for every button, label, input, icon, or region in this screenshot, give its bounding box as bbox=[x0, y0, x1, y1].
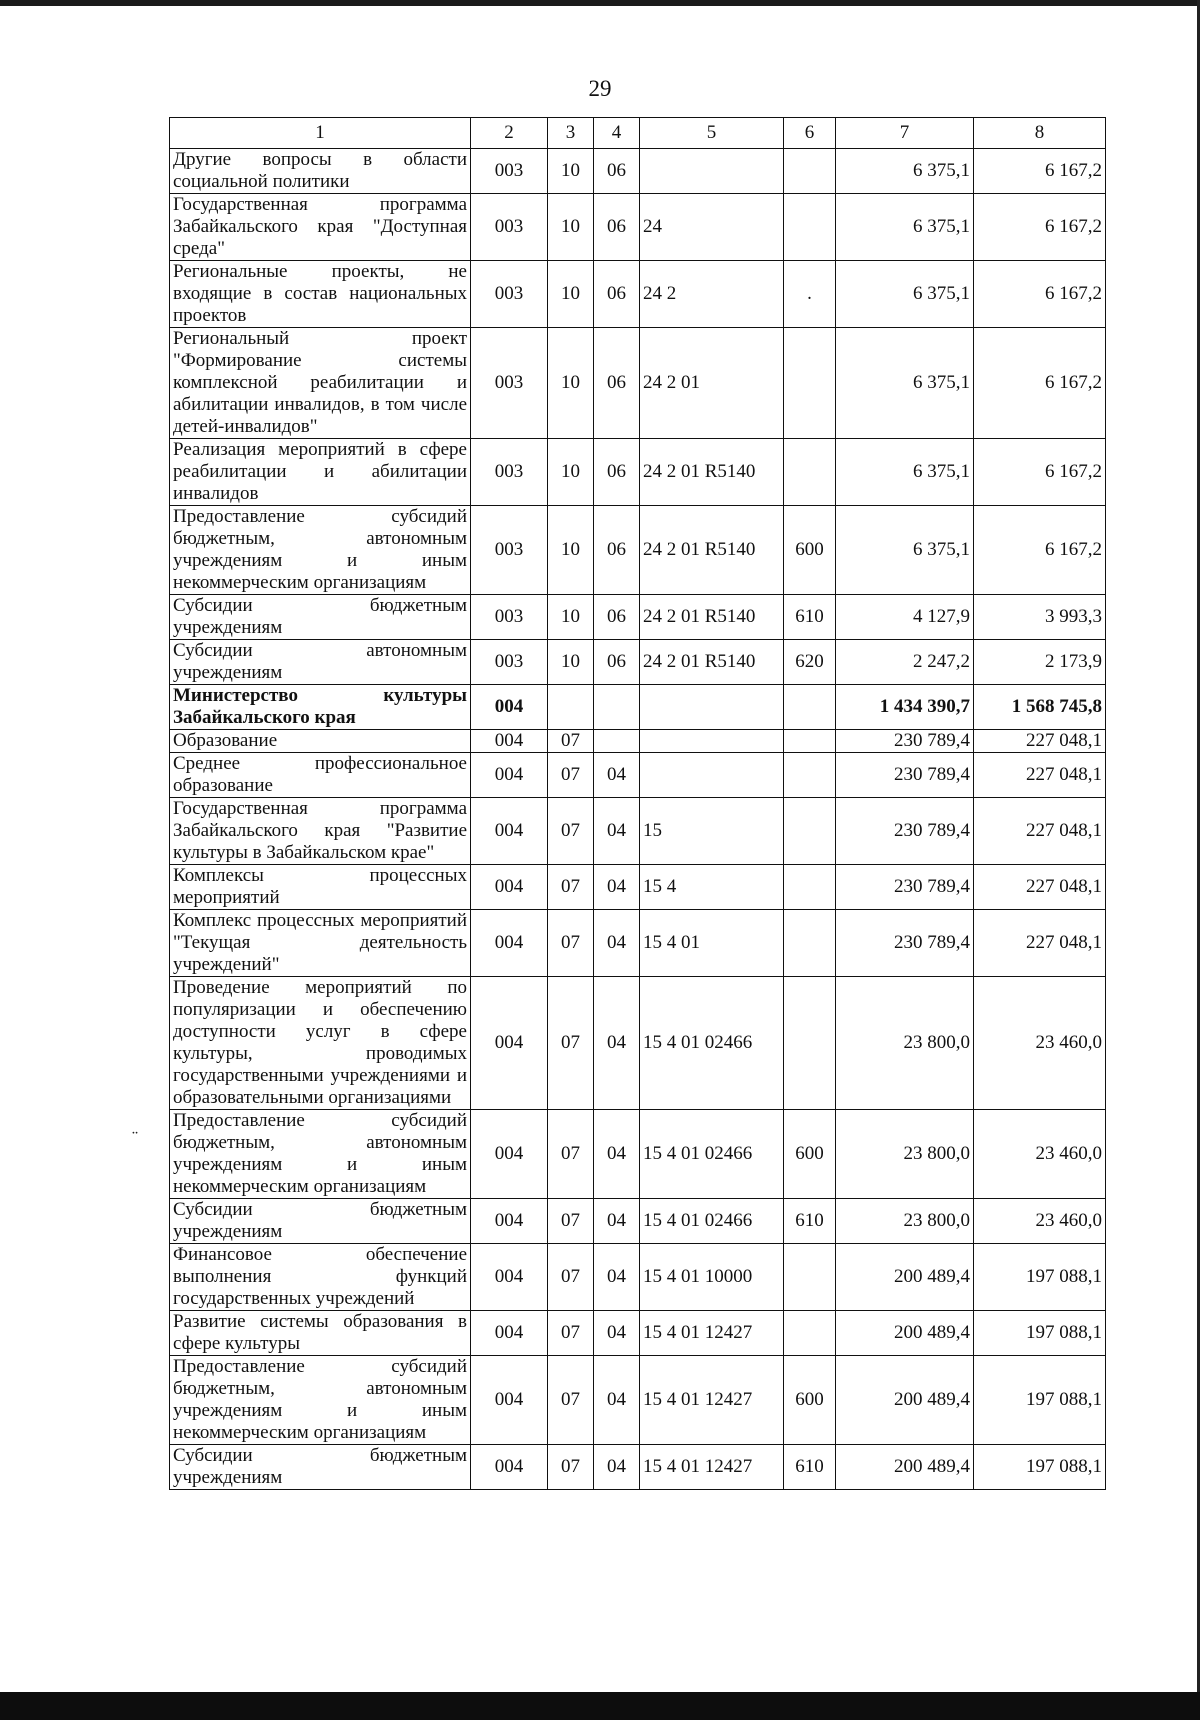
row-name-cell: Предоставление субсидий бюджетным, автономным учреждениям и иным некоммерческим организациям bbox=[170, 1110, 471, 1199]
row-code-6-cell: 610 bbox=[784, 595, 836, 640]
row-code-6-cell: 600 bbox=[784, 1110, 836, 1199]
row-code-3-cell: 10 bbox=[548, 506, 594, 595]
row-name-cell: Региональные проекты, не входящие в состав национальных проектов bbox=[170, 261, 471, 328]
row-name-cell: Предоставление субсидий бюджетным, автономным учреждениям и иным некоммерческим организациям bbox=[170, 506, 471, 595]
row-code-3-cell: 07 bbox=[548, 1110, 594, 1199]
row-amount-7-cell: 23 800,0 bbox=[836, 1199, 974, 1244]
row-code-2-cell: 004 bbox=[471, 1110, 548, 1199]
row-code-5-cell bbox=[640, 685, 784, 730]
row-amount-7-cell: 6 375,1 bbox=[836, 194, 974, 261]
row-code-6-cell bbox=[784, 798, 836, 865]
row-code-3-cell: 10 bbox=[548, 439, 594, 506]
row-amount-8-cell: 6 167,2 bbox=[974, 439, 1106, 506]
row-code-3-cell: 07 bbox=[548, 753, 594, 798]
table-row bbox=[170, 1244, 1106, 1311]
row-name-cell: Министерство культуры Забайкальского края bbox=[170, 685, 471, 730]
table-row bbox=[170, 865, 1106, 910]
row-code-6-cell bbox=[784, 685, 836, 730]
row-code-6-cell: 600 bbox=[784, 1356, 836, 1445]
row-code-3-cell: 07 bbox=[548, 865, 594, 910]
row-amount-8-cell: 23 460,0 bbox=[974, 977, 1106, 1110]
table-row bbox=[170, 595, 1106, 640]
row-code-5-cell: 24 2 01 R5140 bbox=[640, 506, 784, 595]
row-code-2-cell: 004 bbox=[471, 1244, 548, 1311]
row-amount-7-cell: 200 489,4 bbox=[836, 1445, 974, 1490]
row-code-4-cell: 04 bbox=[594, 1311, 640, 1356]
table-row bbox=[170, 1110, 1106, 1199]
row-amount-7-cell: 2 247,2 bbox=[836, 640, 974, 685]
row-code-3-cell: 10 bbox=[548, 640, 594, 685]
row-name-cell: Государственная программа Забайкальского края "Развитие культуры в Забайкальском крае" bbox=[170, 798, 471, 865]
row-code-3-cell: 07 bbox=[548, 1311, 594, 1356]
row-code-4-cell: 04 bbox=[594, 1199, 640, 1244]
row-code-4-cell: 06 bbox=[594, 595, 640, 640]
row-code-3-cell: 07 bbox=[548, 730, 594, 753]
row-amount-8-cell: 2 173,9 bbox=[974, 640, 1106, 685]
row-code-3-cell: 07 bbox=[548, 1244, 594, 1311]
row-code-4-cell: 04 bbox=[594, 865, 640, 910]
row-code-3-cell: 07 bbox=[548, 910, 594, 977]
row-amount-8-cell: 6 167,2 bbox=[974, 328, 1106, 439]
row-code-6-cell: 600 bbox=[784, 506, 836, 595]
row-code-2-cell: 003 bbox=[471, 439, 548, 506]
row-amount-7-cell: 200 489,4 bbox=[836, 1356, 974, 1445]
row-amount-8-cell: 6 167,2 bbox=[974, 194, 1106, 261]
row-name-cell: Субсидии бюджетным учреждениям bbox=[170, 1445, 471, 1490]
row-name-cell: Финансовое обеспечение выполнения функций государственных учреждений bbox=[170, 1244, 471, 1311]
row-code-6-cell bbox=[784, 910, 836, 977]
row-name-cell: Образование bbox=[170, 730, 471, 753]
row-code-5-cell: 24 2 01 R5140 bbox=[640, 439, 784, 506]
budget-table bbox=[169, 117, 1106, 1490]
row-code-3-cell: 07 bbox=[548, 1356, 594, 1445]
table-row bbox=[170, 439, 1106, 506]
row-amount-8-cell: 6 167,2 bbox=[974, 149, 1106, 194]
row-code-2-cell: 004 bbox=[471, 798, 548, 865]
row-amount-7-cell: 230 789,4 bbox=[836, 798, 974, 865]
row-code-5-cell: 24 2 01 R5140 bbox=[640, 595, 784, 640]
table-row bbox=[170, 506, 1106, 595]
row-amount-8-cell: 227 048,1 bbox=[974, 865, 1106, 910]
row-code-6-cell bbox=[784, 1311, 836, 1356]
row-code-5-cell: 15 bbox=[640, 798, 784, 865]
row-amount-8-cell: 3 993,3 bbox=[974, 595, 1106, 640]
row-amount-7-cell: 23 800,0 bbox=[836, 1110, 974, 1199]
table-row bbox=[170, 149, 1106, 194]
row-name-cell: Реализация мероприятий в сфере реабилитации и абилитации инвалидов bbox=[170, 439, 471, 506]
page-number: 29 bbox=[588, 76, 612, 101]
row-code-4-cell: 06 bbox=[594, 506, 640, 595]
row-code-6-cell bbox=[784, 149, 836, 194]
row-name-cell: Комплексы процессных мероприятий bbox=[170, 865, 471, 910]
row-code-4-cell: 04 bbox=[594, 977, 640, 1110]
row-code-2-cell: 004 bbox=[471, 753, 548, 798]
table-row bbox=[170, 977, 1106, 1110]
row-code-4-cell: 06 bbox=[594, 439, 640, 506]
table-row bbox=[170, 328, 1106, 439]
row-code-3-cell: 10 bbox=[548, 149, 594, 194]
row-code-2-cell: 004 bbox=[471, 730, 548, 753]
row-name-cell: Комплекс процессных мероприятий "Текущая деятельность учреждений" bbox=[170, 910, 471, 977]
row-code-5-cell: 15 4 01 12427 bbox=[640, 1311, 784, 1356]
row-code-6-cell bbox=[784, 865, 836, 910]
column-header-6: 6 bbox=[784, 118, 836, 149]
row-code-2-cell: 004 bbox=[471, 910, 548, 977]
table-body bbox=[170, 149, 1106, 1490]
row-code-5-cell: 15 4 01 02466 bbox=[640, 977, 784, 1110]
row-amount-7-cell: 6 375,1 bbox=[836, 439, 974, 506]
table-row bbox=[170, 798, 1106, 865]
scan-edge-top bbox=[0, 0, 1200, 6]
table-row bbox=[170, 685, 1106, 730]
row-amount-7-cell: 4 127,9 bbox=[836, 595, 974, 640]
row-code-3-cell: 10 bbox=[548, 194, 594, 261]
row-code-6-cell bbox=[784, 194, 836, 261]
row-code-2-cell: 004 bbox=[471, 1356, 548, 1445]
row-name-cell: Предоставление субсидий бюджетным, автономным учреждениям и иным некоммерческим организациям bbox=[170, 1356, 471, 1445]
row-code-2-cell: 004 bbox=[471, 865, 548, 910]
row-name-cell: Субсидии бюджетным учреждениям bbox=[170, 595, 471, 640]
row-amount-7-cell: 230 789,4 bbox=[836, 753, 974, 798]
row-code-4-cell: 06 bbox=[594, 261, 640, 328]
row-code-6-cell: 610 bbox=[784, 1199, 836, 1244]
row-amount-7-cell: 6 375,1 bbox=[836, 261, 974, 328]
table-row bbox=[170, 194, 1106, 261]
row-code-5-cell: 15 4 01 12427 bbox=[640, 1445, 784, 1490]
row-code-4-cell: 06 bbox=[594, 149, 640, 194]
row-amount-8-cell: 197 088,1 bbox=[974, 1445, 1106, 1490]
column-header-5: 5 bbox=[640, 118, 784, 149]
row-code-6-cell: . bbox=[784, 261, 836, 328]
row-name-cell: Развитие системы образования в сфере культуры bbox=[170, 1311, 471, 1356]
row-code-4-cell bbox=[594, 730, 640, 753]
row-amount-8-cell: 227 048,1 bbox=[974, 910, 1106, 977]
row-code-6-cell bbox=[784, 439, 836, 506]
row-code-4-cell bbox=[594, 685, 640, 730]
row-amount-7-cell: 230 789,4 bbox=[836, 910, 974, 977]
row-code-6-cell: 610 bbox=[784, 1445, 836, 1490]
column-header-2: 2 bbox=[471, 118, 548, 149]
row-code-2-cell: 004 bbox=[471, 685, 548, 730]
row-amount-8-cell: 6 167,2 bbox=[974, 506, 1106, 595]
row-name-cell: Региональный проект "Формирование системы комплексной реабилитации и абилитации инвалидов, в том числе детей-инвалидов" bbox=[170, 328, 471, 439]
column-header-1: 1 bbox=[170, 118, 471, 149]
row-amount-8-cell: 197 088,1 bbox=[974, 1311, 1106, 1356]
row-code-5-cell: 15 4 01 12427 bbox=[640, 1356, 784, 1445]
row-code-2-cell: 003 bbox=[471, 640, 548, 685]
row-code-4-cell: 04 bbox=[594, 1445, 640, 1490]
row-name-cell: Проведение мероприятий по популяризации и обеспечению доступности услуг в сфере культуры, проводимых государственными учреждениями и образовательными организациями bbox=[170, 977, 471, 1110]
row-code-2-cell: 003 bbox=[471, 595, 548, 640]
row-amount-7-cell: 1 434 390,7 bbox=[836, 685, 974, 730]
row-name-cell: Субсидии бюджетным учреждениям bbox=[170, 1199, 471, 1244]
table-row bbox=[170, 1199, 1106, 1244]
row-code-6-cell bbox=[784, 328, 836, 439]
row-code-5-cell: 15 4 01 bbox=[640, 910, 784, 977]
row-name-cell: Субсидии автономным учреждениям bbox=[170, 640, 471, 685]
row-code-3-cell: 07 bbox=[548, 977, 594, 1110]
row-amount-8-cell: 23 460,0 bbox=[974, 1199, 1106, 1244]
column-header-7: 7 bbox=[836, 118, 974, 149]
table-row bbox=[170, 261, 1106, 328]
row-amount-7-cell: 23 800,0 bbox=[836, 977, 974, 1110]
row-code-3-cell: 07 bbox=[548, 798, 594, 865]
table-row bbox=[170, 1356, 1106, 1445]
row-code-2-cell: 004 bbox=[471, 1311, 548, 1356]
row-code-4-cell: 04 bbox=[594, 1244, 640, 1311]
row-code-5-cell: 15 4 bbox=[640, 865, 784, 910]
column-header-3: 3 bbox=[548, 118, 594, 149]
row-code-3-cell: 07 bbox=[548, 1199, 594, 1244]
table-row bbox=[170, 1311, 1106, 1356]
row-amount-8-cell: 23 460,0 bbox=[974, 1110, 1106, 1199]
column-header-8: 8 bbox=[974, 118, 1106, 149]
row-code-5-cell: 24 2 01 bbox=[640, 328, 784, 439]
row-code-6-cell bbox=[784, 730, 836, 753]
row-amount-7-cell: 6 375,1 bbox=[836, 328, 974, 439]
row-amount-8-cell: 197 088,1 bbox=[974, 1244, 1106, 1311]
row-code-3-cell: 10 bbox=[548, 328, 594, 439]
row-code-2-cell: 003 bbox=[471, 261, 548, 328]
scan-edge-bottom bbox=[0, 1692, 1200, 1720]
row-code-5-cell bbox=[640, 753, 784, 798]
row-code-2-cell: 004 bbox=[471, 1199, 548, 1244]
table-row bbox=[170, 1445, 1106, 1490]
row-code-5-cell: 15 4 01 10000 bbox=[640, 1244, 784, 1311]
row-amount-7-cell: 230 789,4 bbox=[836, 730, 974, 753]
row-code-5-cell: 15 4 01 02466 bbox=[640, 1199, 784, 1244]
row-name-cell: Другие вопросы в области социальной политики bbox=[170, 149, 471, 194]
row-amount-8-cell: 6 167,2 bbox=[974, 261, 1106, 328]
row-code-3-cell: 10 bbox=[548, 261, 594, 328]
row-code-3-cell bbox=[548, 685, 594, 730]
column-header-4: 4 bbox=[594, 118, 640, 149]
row-code-5-cell: 24 2 01 R5140 bbox=[640, 640, 784, 685]
row-amount-7-cell: 200 489,4 bbox=[836, 1244, 974, 1311]
row-code-5-cell bbox=[640, 149, 784, 194]
row-name-cell: Среднее профессиональное образование bbox=[170, 753, 471, 798]
row-amount-8-cell: 227 048,1 bbox=[974, 798, 1106, 865]
table-row bbox=[170, 910, 1106, 977]
table-row bbox=[170, 730, 1106, 753]
row-code-5-cell: 24 bbox=[640, 194, 784, 261]
row-amount-7-cell: 6 375,1 bbox=[836, 149, 974, 194]
row-code-6-cell bbox=[784, 1244, 836, 1311]
row-code-3-cell: 07 bbox=[548, 1445, 594, 1490]
row-code-5-cell: 24 2 bbox=[640, 261, 784, 328]
row-code-2-cell: 003 bbox=[471, 149, 548, 194]
row-code-2-cell: 003 bbox=[471, 506, 548, 595]
row-amount-8-cell: 197 088,1 bbox=[974, 1356, 1106, 1445]
row-code-2-cell: 004 bbox=[471, 977, 548, 1110]
row-code-6-cell bbox=[784, 977, 836, 1110]
row-name-cell: Государственная программа Забайкальского края "Доступная среда" bbox=[170, 194, 471, 261]
table-row bbox=[170, 640, 1106, 685]
row-code-4-cell: 06 bbox=[594, 328, 640, 439]
row-code-4-cell: 04 bbox=[594, 753, 640, 798]
row-code-2-cell: 003 bbox=[471, 194, 548, 261]
row-amount-7-cell: 230 789,4 bbox=[836, 865, 974, 910]
row-code-2-cell: 003 bbox=[471, 328, 548, 439]
scan-speck: ¨ bbox=[132, 1127, 138, 1147]
row-code-4-cell: 04 bbox=[594, 910, 640, 977]
row-code-6-cell: 620 bbox=[784, 640, 836, 685]
row-amount-8-cell: 227 048,1 bbox=[974, 730, 1106, 753]
row-amount-8-cell: 227 048,1 bbox=[974, 753, 1106, 798]
row-amount-8-cell: 1 568 745,8 bbox=[974, 685, 1106, 730]
row-code-4-cell: 04 bbox=[594, 798, 640, 865]
row-code-5-cell: 15 4 01 02466 bbox=[640, 1110, 784, 1199]
table-row bbox=[170, 753, 1106, 798]
row-code-3-cell: 10 bbox=[548, 595, 594, 640]
row-code-4-cell: 06 bbox=[594, 640, 640, 685]
row-code-4-cell: 06 bbox=[594, 194, 640, 261]
row-code-4-cell: 04 bbox=[594, 1356, 640, 1445]
table-header-row bbox=[170, 118, 1106, 149]
row-amount-7-cell: 200 489,4 bbox=[836, 1311, 974, 1356]
row-code-4-cell: 04 bbox=[594, 1110, 640, 1199]
row-code-2-cell: 004 bbox=[471, 1445, 548, 1490]
row-code-6-cell bbox=[784, 753, 836, 798]
row-amount-7-cell: 6 375,1 bbox=[836, 506, 974, 595]
row-code-5-cell bbox=[640, 730, 784, 753]
